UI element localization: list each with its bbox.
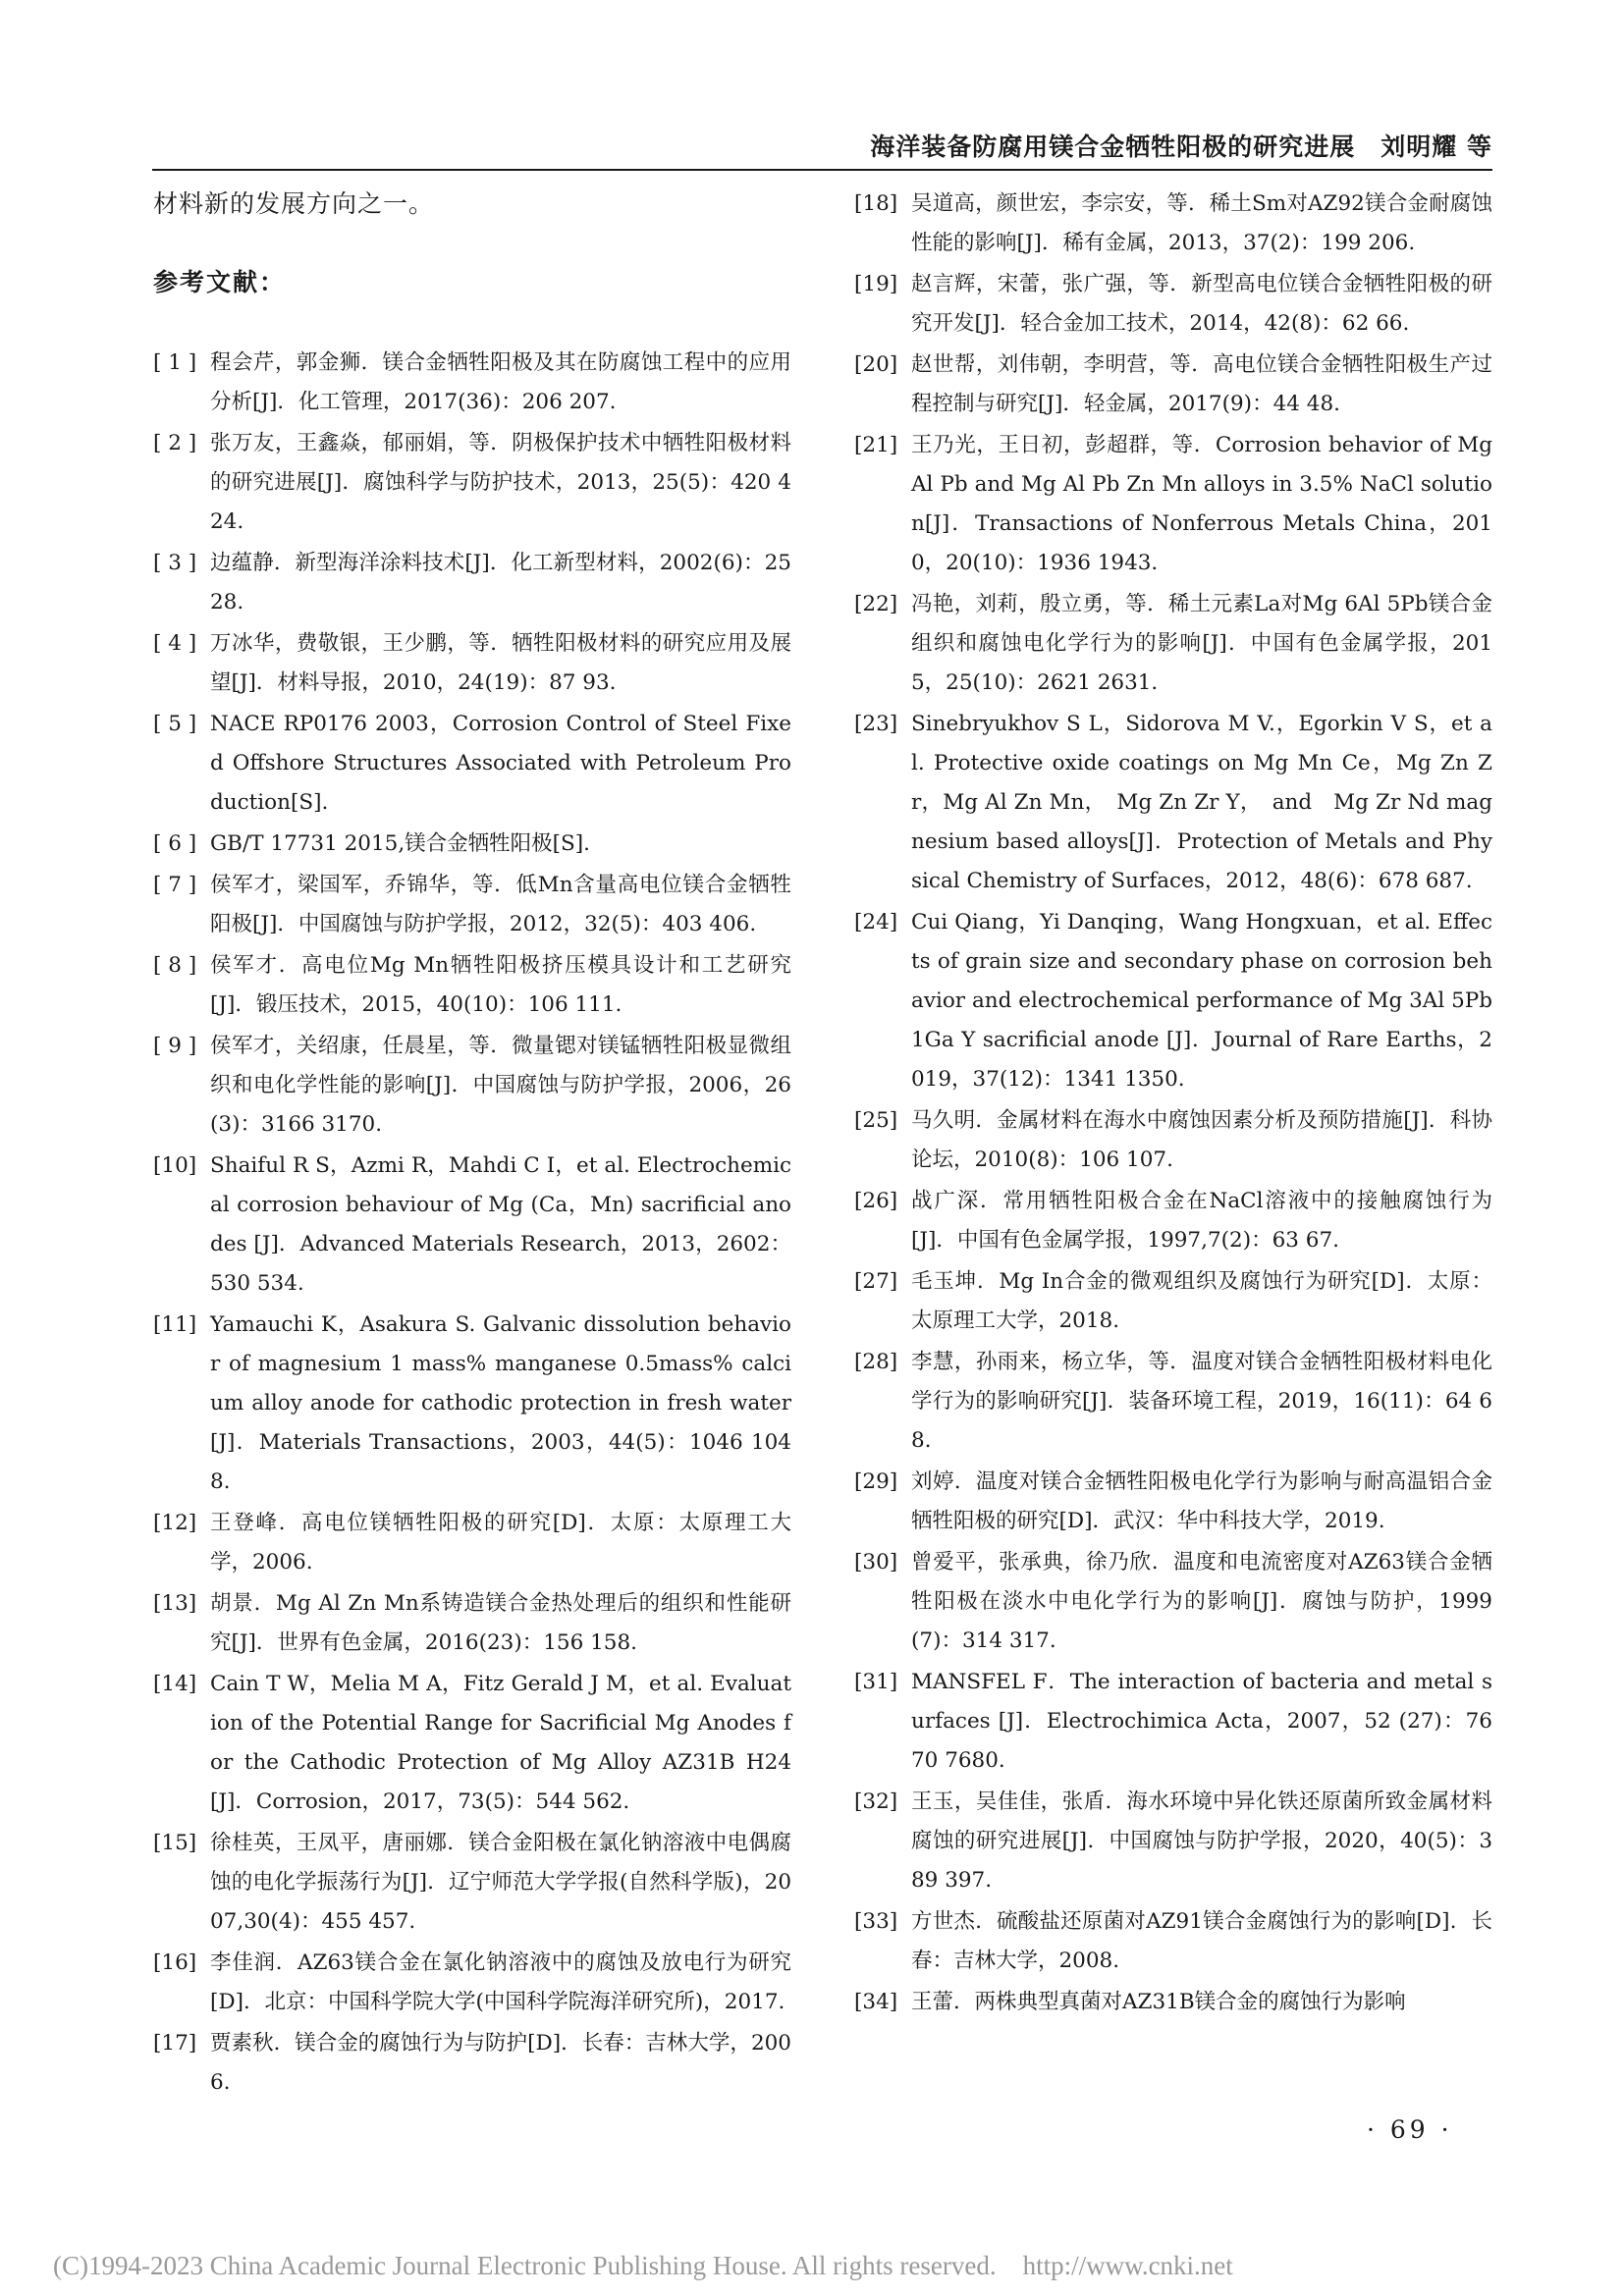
reference-item [854, 1262, 1492, 1341]
reference-text: 李慧，孙雨来，杨立华，等．温度对镁合金牺牲阳极材料电化学行为的影响研究[J]．装备环境工程，2019，16(11)：64 68. [911, 1350, 1492, 1453]
reference-text: 王登峰．高电位镁牺牲阳极的研究[D]．太原：太原理工大学，2006. [210, 1511, 791, 1575]
reference-number: [ 9 ] [153, 1034, 197, 1058]
reference-item [854, 903, 1492, 1099]
reference-text: 李佳润．AZ63镁合金在氯化钠溶液中的腐蚀及放电行为研究[D]．北京：中国科学院大学(中国科学院海洋研究所)，2017. [210, 1950, 791, 2014]
reference-number: [ 7 ] [153, 873, 197, 897]
reference-number: [ 2 ] [153, 431, 197, 455]
reference-text: Cain T W，Melia M A，Fitz Gerald J M，et al. Evaluation of the Potential Range for Sacrificial Mg Anodes for the Cathodic Protection of Mg Alloy AZ31B H24 [J]．Corrosion，2017，73(5)：544 562. [210, 1672, 791, 1814]
reference-item [854, 1101, 1492, 1180]
reference-text: 万冰华，费敬银，王少鹏，等．牺牲阳极材料的研究应用及展望[J]．材料导报，2010，24(19)：87 93. [210, 631, 791, 695]
reference-item [854, 1783, 1492, 1900]
copyright-notice: (C)1994-2023 China Academic Journal Electronic Publishing House. All rights reserved. http://www.cnki.net [53, 2251, 1233, 2280]
reference-item [854, 1663, 1492, 1781]
reference-text: 程会芹，郭金狮．镁合金牺牲阳极及其在防腐蚀工程中的应用分析[J]．化工管理，2017(36)：206 207. [210, 350, 791, 414]
reference-text: 张万友，王鑫焱，郁丽娟，等．阴极保护技术中牺牲阳极材料的研究进展[J]．腐蚀科学与防护技术，2013，25(5)：420 424. [210, 431, 791, 534]
reference-number: [16] [153, 1950, 197, 1975]
reference-text: Shaiful R S，Azmi R，Mahdi C I，et al. Electrochemical corrosion behaviour of Mg (Ca，Mn) sacrificial anodes [J]．Advanced Materials Research，2013，2602：530 534. [210, 1153, 791, 1296]
reference-item [153, 1306, 791, 1502]
reference-number: [22] [854, 592, 898, 616]
reference-item [854, 1902, 1492, 1981]
reference-text: Cui Qiang，Yi Danqing，Wang Hongxuan，et al. Effects of grain size and secondary phase on corrosion behavior and electrochemical performance of Mg 3Al 5Pb 1Ga Y sacrificial anode [J]．Journal of Rare Earths，2019，37(12)：1341 1350. [911, 910, 1492, 1092]
reference-number: [30] [854, 1550, 898, 1575]
reference-item [153, 1944, 791, 2022]
reference-item [153, 1027, 791, 1145]
reference-item [854, 1543, 1492, 1661]
reference-item [153, 1584, 791, 1663]
reference-number: [20] [854, 352, 898, 377]
reference-number: [11] [153, 1312, 197, 1337]
reference-number: [29] [854, 1469, 898, 1494]
reference-list-left [153, 344, 791, 2103]
reference-number: [10] [153, 1153, 197, 1178]
reference-text: 马久明．金属材料在海水中腐蚀因素分析及预防措施[J]．科协论坛，2010(8)：106 107. [911, 1108, 1492, 1172]
reference-number: [ 4 ] [153, 631, 197, 656]
reference-item [854, 426, 1492, 583]
reference-item [854, 1463, 1492, 1541]
reference-item [854, 585, 1492, 703]
reference-text: 方世杰．硫酸盐还原菌对AZ91镁合金腐蚀行为的影响[D]．长春：吉林大学，2008. [911, 1909, 1492, 1973]
reference-item [854, 705, 1492, 901]
reference-text: 侯军才．高电位Mg Mn牺牲阳极挤压模具设计和工艺研究[J]．锻压技术，2015，40(10)：106 111. [210, 953, 791, 1017]
reference-text: 吴道高，颜世宏，李宗安，等．稀土Sm对AZ92镁合金耐腐蚀性能的影响[J]．稀有金属，2013，37(2)：199 206. [911, 191, 1492, 255]
reference-number: [23] [854, 712, 898, 736]
reference-item [153, 544, 791, 622]
reference-item [153, 825, 791, 864]
reference-text: NACE RP0176 2003，Corrosion Control of Steel Fixed Offshore Structures Associated with Petroleum Production[S]. [210, 712, 791, 815]
references-title: 参考文献： [153, 268, 287, 296]
running-header: 海洋装备防腐用镁合金牺牲阳极的研究进展 刘明耀 等 [870, 133, 1492, 161]
header-rule [152, 169, 1492, 171]
reference-number: [34] [854, 1990, 898, 2014]
reference-text: GB/T 17731 2015,镁合金牺牲阳极[S]. [210, 831, 591, 856]
reference-item [153, 866, 791, 944]
reference-item [854, 346, 1492, 424]
reference-text: 战广深．常用牺牲阳极合金在NaCl溶液中的接触腐蚀行为[J]．中国有色金属学报，1997,7(2)：63 67. [911, 1189, 1492, 1253]
reference-text: MANSFEL F．The interaction of bacteria and metal surfaces [J]．Electrochimica Acta，2007，52 (27)：7670 7680. [911, 1670, 1492, 1773]
right-column [854, 185, 1492, 2024]
reference-text: 曾爱平，张承典，徐乃欣．温度和电流密度对AZ63镁合金牺牲阳极在淡水中电化学行为的影响[J]．腐蚀与防护，1999(7)：314 317. [911, 1550, 1492, 1653]
reference-item [153, 1504, 791, 1582]
reference-text: 王蕾．两株典型真菌对AZ31B镁合金的腐蚀行为影响 [911, 1990, 1406, 2014]
reference-text: 贾素秋．镁合金的腐蚀行为与防护[D]．长春：吉林大学，2006. [210, 2031, 791, 2095]
reference-number: [18] [854, 191, 898, 216]
reference-number: [27] [854, 1269, 898, 1294]
reference-item [854, 1182, 1492, 1260]
reference-item [153, 1824, 791, 1942]
reference-item [854, 185, 1492, 263]
reference-text: 王玉，吴佳佳，张盾．海水环境中异化铁还原菌所致金属材料腐蚀的研究进展[J]．中国腐蚀与防护学报，2020，40(5)：389 397. [911, 1789, 1492, 1893]
reference-number: [24] [854, 910, 898, 934]
reference-text: Sinebryukhov S L，Sidorova M V.，Egorkin V S，et al. Protective oxide coatings on Mg Mn Ce，Mg Zn Zr，Mg Al Zn Mn， Mg Zn Zr Y， and Mg Zr Nd magnesium based alloys[J]．Protection of Metals and Physical Chemistry of Surfaces，2012，48(6)：678 687. [911, 712, 1492, 893]
reference-text: 赵言辉，宋蕾，张广强，等．新型高电位镁合金牺牲阳极的研究开发[J]．轻合金加工技术，2014，42(8)：62 66. [911, 272, 1492, 336]
reference-number: [ 6 ] [153, 831, 197, 856]
reference-number: [15] [153, 1831, 197, 1855]
reference-item [153, 705, 791, 823]
reference-number: [31] [854, 1670, 898, 1694]
reference-text: 胡景．Mg Al Zn Mn系铸造镁合金热处理后的组织和性能研究[J]．世界有色金属，2016(23)：156 158. [210, 1591, 791, 1655]
reference-item [153, 2024, 791, 2103]
reference-number: [32] [854, 1789, 898, 1814]
reference-number: [21] [854, 433, 898, 457]
reference-text: 边蕴静．新型海洋涂料技术[J]．化工新型材料，2002(6)：25 28. [210, 551, 791, 614]
reference-item [153, 344, 791, 422]
reference-number: [13] [153, 1591, 197, 1616]
reference-number: [ 5 ] [153, 712, 197, 736]
reference-number: [14] [153, 1672, 197, 1696]
reference-item [153, 946, 791, 1025]
reference-text: 冯艳，刘莉，殷立勇，等．稀土元素La对Mg 6Al 5Pb镁合金组织和腐蚀电化学行为的影响[J]．中国有色金属学报，2015，25(10)：2621 2631. [911, 592, 1492, 695]
reference-item [153, 1147, 791, 1304]
page-number: · 69 · [1367, 2115, 1453, 2144]
reference-text: 刘婷．温度对镁合金牺牲阳极电化学行为影响与耐高温铝合金牺牲阳极的研究[D]．武汉：华中科技大学，2019. [911, 1469, 1492, 1533]
reference-text: 赵世帮，刘伟朝，李明营，等．高电位镁合金牺牲阳极生产过程控制与研究[J]．轻金属，2017(9)：44 48. [911, 352, 1492, 416]
reference-text: 侯军才，梁国军，乔锦华，等．低Mn含量高电位镁合金牺牲阳极[J]．中国腐蚀与防护学报，2012，32(5)：403 406. [210, 873, 791, 936]
reference-text: 徐桂英，王凤平，唐丽娜．镁合金阳极在氯化钠溶液中电偶腐蚀的电化学振荡行为[J]．辽宁师范大学学报(自然科学版)，2007,30(4)：455 457. [210, 1831, 791, 1934]
reference-item [854, 1343, 1492, 1461]
reference-list-right [854, 185, 1492, 2022]
lead-text: 材料新的发展方向之一。 [153, 189, 435, 218]
reference-number: [ 3 ] [153, 551, 197, 575]
reference-text: 毛玉坤．Mg In合金的微观组织及腐蚀行为研究[D]．太原：太原理工大学，2018. [911, 1269, 1492, 1333]
reference-item [854, 265, 1492, 344]
reference-text: 王乃光，王日初，彭超群，等．Corrosion behavior of Mg Al Pb and Mg Al Pb Zn Mn alloys in 3.5% NaCl solution[J]．Transactions of Nonferrous Metals China，2010，20(10)：1936 1943. [911, 433, 1492, 575]
reference-text: 侯军才，关绍康，任晨星，等．微量锶对镁锰牺牲阳极显微组织和电化学性能的影响[J]．中国腐蚀与防护学报，2006，26(3)：3166 3170. [210, 1034, 791, 1137]
reference-number: [19] [854, 272, 898, 296]
reference-number: [28] [854, 1350, 898, 1374]
reference-number: [25] [854, 1108, 898, 1133]
reference-number: [17] [153, 2031, 197, 2056]
reference-number: [ 8 ] [153, 953, 197, 978]
reference-item [153, 424, 791, 542]
left-column [153, 185, 791, 2105]
reference-number: [26] [854, 1189, 898, 1213]
reference-number: [12] [153, 1511, 197, 1535]
reference-number: [ 1 ] [153, 350, 197, 375]
reference-text: Yamauchi K，Asakura S. Galvanic dissolution behavior of magnesium 1 mass% manganese 0.5mass% calcium alloy anode for cathodic protection in fresh water[J]．Materials Transactions，2003，44(5)：1046 1048. [210, 1312, 791, 1494]
reference-item [153, 624, 791, 703]
reference-number: [33] [854, 1909, 898, 1934]
reference-item [854, 1983, 1492, 2022]
reference-item [153, 1665, 791, 1822]
